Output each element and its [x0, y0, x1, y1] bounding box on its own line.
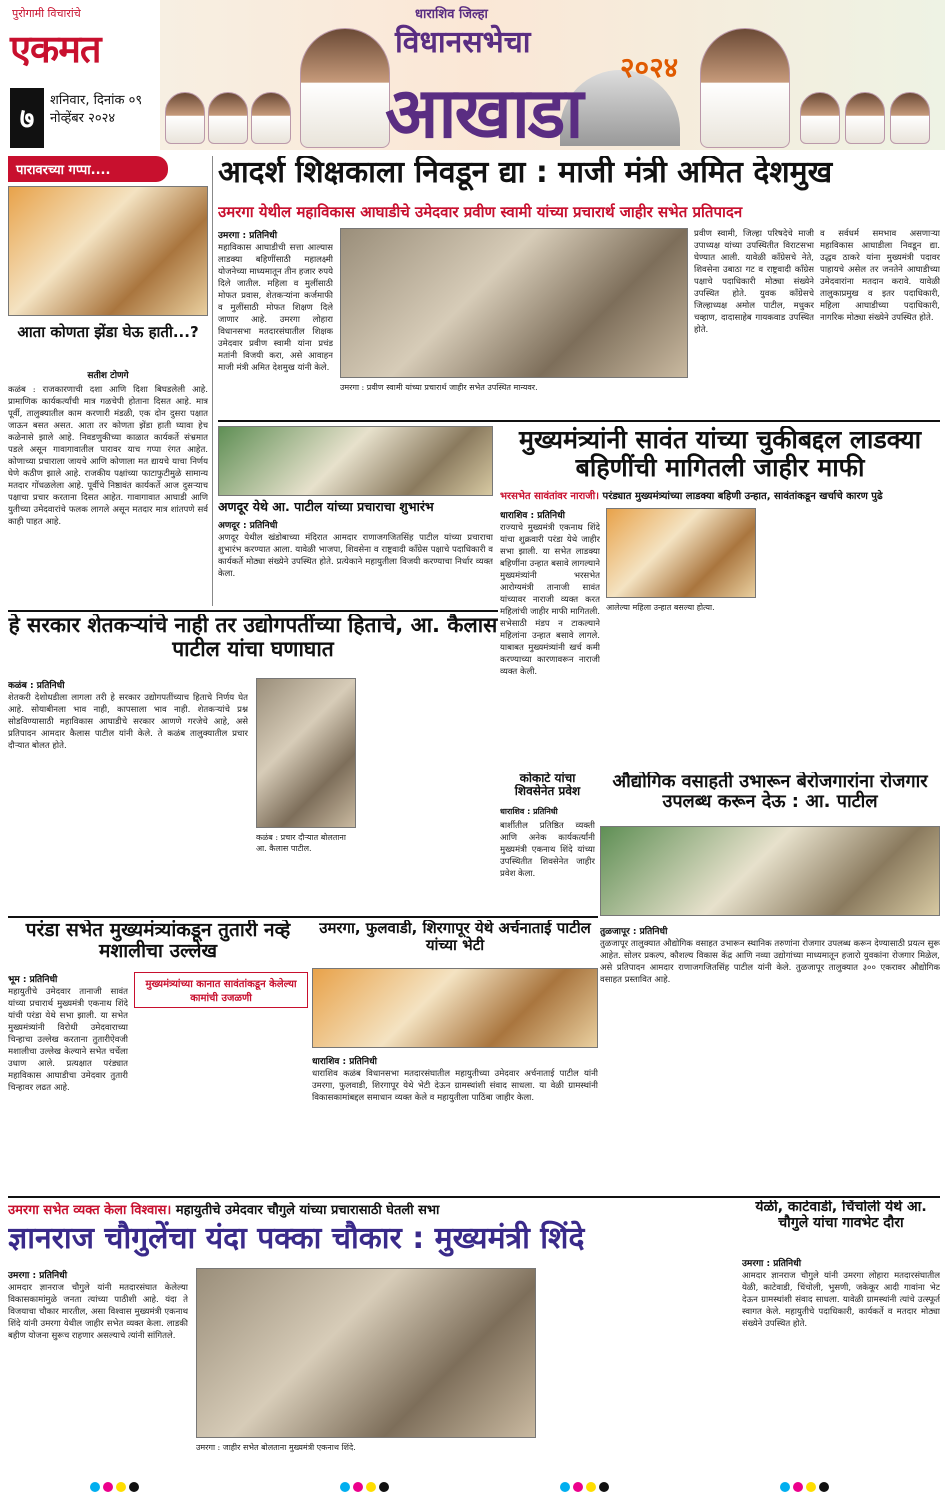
story10-body: आमदार ज्ञानराज चौगुले यांनी उमरगा लोहारा मतदारसंघातील येळी, काटेवाडी, चिंचोली, भुसणी, जकेकूर आदी गावांना भेट देऊन ग्रामस्थांशी संवाद साधला. यावेळी ग्रामस्थांनी त्यांचे उत्स्फूर्त स्वागत केले. महायुतीचे पदाधिकारी, कार्यकर्ते व मतदार मोठ्या संख्येने उपस्थित होते. [742, 1271, 940, 1329]
gossip-cartoon [8, 186, 208, 316]
gossip-label: पारावरच्या गप्पा.... [8, 156, 168, 182]
story6-body: तुळजापूर तालुक्यात औद्योगिक वसाहत उभारून स्थानिक तरुणांना रोजगार उपलब्ध करून देण्यासाठी प्रयत्न सुरू आहेत. सोलर प्रकल्प, कौशल्य विकास केंद्र आणि नव्या उद्योगांच्या माध्यमातून हजारो युवकांना रोजगार मिळेल, असे प्रतिपादन आमदार राणाजगजितसिंह पाटील यांनी केले. तुळजापूर तालुक्यात ३०० एकरावर औद्योगिक वसाहत प्रस्तावित आहे. [600, 939, 940, 985]
story3-byline: धाराशिव : प्रतिनिधी [500, 511, 565, 521]
story-paranda-rally [8, 920, 308, 1190]
masthead-supertitle: विधानसभेचा [395, 25, 531, 60]
gossip-headline: आता कोणता झेंडा घेऊ हाती...? [17, 323, 199, 341]
story4-caption: कळंब : प्रचार दौऱ्यात बोलताना आ. कैलास पाटील. [256, 833, 346, 853]
page-number: ७ [10, 88, 44, 148]
story6-headline: औद्योगिक वसाहती उभारून बेरोजगारांना रोजगार उपलब्ध करून देऊ : आ. पाटील [612, 772, 928, 813]
story1-byline: उमरगा : प्रतिनिधी [218, 231, 278, 241]
story5-byline: धाराशिव : प्रतिनिधी [500, 807, 558, 816]
story9-body: आमदार ज्ञानराज चौगुले यांनी मतदारसंघात केलेल्या विकासकामांमुळे जनता त्यांच्या पाठीशी आहे. यंदा ते विजयाचा चौकार मारतील, असा विश्वास मुख्यमंत्री एकनाथ शिंदे यांनी उमरगा येथील जाहीर सभेत व्यक्त केला. लाडकी बहीण योजना सुरूच राहणार असल्याचे त्यांनी सांगितले. [8, 1283, 188, 1341]
story-amit-deshmukh [218, 156, 940, 418]
newspaper-logo: एकमत [10, 27, 101, 71]
gossip-body: कळंब : राजकारणाची दशा आणि दिशा बिघडलेली आहे. प्रामाणिक कार्यकर्त्यांची मात्र गळचेपी होताना दिसत आहे. मात्र पूर्वी, तालुक्यातील काम करणारी मंडळी, एक दोन दुसरा पक्षात जाऊन बसत असत. आता तर कोणता झेंडा हाती घ्यावा हेच कळेनासे झाले आहे. निवडणुकीच्या काळात कार्यकर्ते संभ्रमात पडले असून गावागावातील पारावर याच गप्पा रंगत आहेत. कोणाच्या प्रचाराला जायचे आणि कोणाला मत द्यायचे याचा निर्णय घेणे कठीण झाले आहे. राजकीय पक्षांच्या फाटाफुटीमुळे सामान्य मतदार गोंधळलेला आहे. पूर्वीचे निष्ठावंत कार्यकर्ते आज दुसऱ्याच पक्षाचा प्रचार करताना दिसत आहेत. गावागावात आघाडी आणि युतीच्या उमेदवारांचे फलक लागले असून मतदार मात्र शांतपणे सर्व काही पाहत आहे. [8, 385, 208, 527]
story7-byline: भूम : प्रतिनिधी [8, 975, 58, 985]
story-cm-apology [500, 426, 940, 766]
masthead [0, 0, 945, 150]
candidate-portrait [700, 28, 790, 148]
story4-photo [256, 678, 356, 828]
story4-body: शेतकरी देशोधडीला लागला तरी हे सरकार उद्योगपतींच्याच हिताचे निर्णय घेत आहे. सोयाबीनला भाव नाही, कापसाला भाव नाही. शेतकऱ्यांचे प्रश्न सोडविण्यासाठी महाविकास आघाडीचे सरकार आणणे गरजेचे आहे, असे प्रतिपादन आमदार कैलास पाटील यांनी केले. ते कळंब तालुक्यातील प्रचार दौऱ्यात बोलत होते. [8, 693, 248, 751]
story8-byline: धाराशिव : प्रतिनिधी [312, 1057, 377, 1067]
story2-photo [218, 426, 493, 496]
story2-body: अणदूर येथील खंडोबाच्या मंदिरात आमदार राणाजगजितसिंह पाटील यांच्या प्रचाराचा शुभारंभ करण्यात आला. यावेळी भाजपा, शिवसेना व राष्ट्रवादी काँग्रेस पक्षाचे पदाधिकारी व कार्यकर्ते मोठ्या संख्येने उपस्थित होते. प्रत्येकाने महायुतीला विजयी करण्याचा निर्धार व्यक्त केला. [218, 533, 493, 579]
logo-tagline: पुरोगामी विचारांचे [12, 7, 81, 20]
column-rule [212, 156, 213, 606]
story4-headline: हे सरकार शेतकऱ्यांचे नाही तर उद्योगपतींच्या हिताचे, आ. कैलास पाटील यांचा घणाघात [8, 614, 498, 661]
candidate-portrait [845, 92, 885, 144]
story1-body: महाविकास आघाडीची सत्ता आल्यास लाडक्या बहिणींसाठी महालक्ष्मी योजनेच्या माध्यमातून तीन हजार रुपये दिले जातील. महिला व मुलींसाठी मोफत प्रवास, शेतकऱ्यांना कर्जमाफी व मुलींसाठी मोफत शिक्षण दिले जाणार आहे. उमरगा लोहारा विधानसभा मतदारसंघातील शिक्षक उमेदवार प्रवीण स्वामी यांना प्रचंड मतांनी विजयी करा, असे आवाहन माजी मंत्री अमित देशमुख यांनी केले. [218, 243, 333, 373]
gossip-column [8, 156, 208, 606]
story-archana-patil [312, 920, 598, 1190]
section-rule [8, 610, 498, 612]
story5-headline: कोकाटे यांचा शिवसेनेत प्रवेश [514, 772, 581, 799]
section-rule [8, 1196, 940, 1198]
story8-body: धाराशिव कळंब विधानसभा मतदारसंघातील महायुतीच्या उमेदवार अर्चनाताई पाटील यांनी उमरगा, फुलवाडी, शिरगापूर येथे भेटी देऊन ग्रामस्थांशी संवाद साधला. या वेळी ग्रामस्थांनी विकासकामांबद्दल समाधान व्यक्त केले व महायुतीला पाठिंबा जाहीर केला. [312, 1069, 598, 1103]
story3-body: राज्याचे मुख्यमंत्री एकनाथ शिंदे यांचा शुक्रवारी परंडा येथे जाहीर सभा झाली. या सभेत लाडक्या बहिणींना उन्हात बसावे लागल्याने मुख्यमंत्र्यांनी भरसभेत आरोग्यमंत्री तानाजी सावंत यांच्यावर नाराजी व्यक्त करत महिलांची जाहीर माफी मागितली. सभेसाठी मंडप न टाकल्याने महिलांना उन्हात बसावे लागले. याबाबत मुख्यमंत्र्यांनी खर्च कमी करण्याच्या कारणावरून नाराजी व्यक्त केली. [500, 523, 600, 677]
story-andur-campaign [218, 426, 493, 606]
story2-headline: अणदूर येथे आ. पाटील यांच्या प्रचाराचा शुभारंभ [218, 499, 434, 514]
story9-caption: उमरगा : जाहीर सभेत बोलताना मुख्यमंत्री एकनाथ शिंदे. [196, 1443, 356, 1452]
story9-kicker: उमरगा सभेत व्यक्त केला विश्वास। [8, 1203, 172, 1218]
story1-headline: आदर्श शिक्षकाला निवडून द्या : माजी मंत्री अमित देशमुख [218, 156, 833, 190]
candidate-portrait [800, 92, 840, 144]
story1-col3: प्रवीण स्वामी, जिल्हा परिषदेचे माजी उपाध्यक्ष यांच्या उपस्थितीत विराटसभा घेण्यात आली. यावेळी काँग्रेसचे नेते, शिवसेना उबाठा गट व राष्ट्रवादी काँग्रेस पक्षाचे पदाधिकारी मोठ्या संख्येने उपस्थित होते. युवक काँग्रेसचे जिल्हाध्यक्ष अमोल पाटील, मधुकर चव्हाण, दादासाहेब गायकवाड उपस्थित होते. [694, 229, 814, 335]
story9-photo [196, 1268, 536, 1438]
story3-subhead: परंड्यात मुख्यमंत्र्यांच्या लाडक्या बहिणी उन्हात, सावंतांकडून खर्चाचे कारण पुढे [602, 491, 883, 502]
dateline: शनिवार, दिनांक ०९ नोव्हेंबर २०२४ [50, 93, 143, 126]
story10-byline: उमरगा : प्रतिनिधी [742, 1259, 802, 1269]
section-rule [8, 916, 598, 918]
candidate-portrait [251, 92, 291, 144]
masthead-year: २०२४ [620, 51, 679, 84]
story-industrial-estates [600, 772, 940, 1192]
story1-col4: व सर्वधर्म समभाव असणाऱ्या महाविकास आघाडीला निवडून द्या. उद्धव ठाकरे यांना मुख्यमंत्री पदावर पाहायचे असेल तर जनतेने आघाडीच्या उमेदवारांना मतदान करावे. यावेळी तालुकाप्रमुख व इतर पदाधिकारी, महिला आघाडीच्या पदाधिकारी, नागरिक मोठ्या संख्येने उपस्थित होते. [820, 229, 940, 323]
story1-subhead: उमरगा येथील महाविकास आघाडीचे उमेदवार प्रवीण स्वामी यांच्या प्रचारार्थ जाहीर सभेत प्रतिपादन [218, 203, 743, 221]
candidate-portrait [890, 92, 930, 144]
story5-body: बार्शीतील प्रतिष्ठित व्यक्ती आणि अनेक कार्यकर्त्यांनी मुख्यमंत्री एकनाथ शिंदे यांच्या उपस्थितीत शिवसेनेत जाहीर प्रवेश केला. [500, 821, 595, 879]
story8-photo [312, 968, 598, 1048]
story6-byline: तुळजापूर : प्रतिनिधी [600, 927, 668, 937]
story9-byline: उमरगा : प्रतिनिधी [8, 1271, 68, 1281]
story7-headline: परंडा सभेत मुख्यमंत्र्यांकडून तुतारी नव्हे मशालीचा उल्लेख [25, 920, 291, 963]
story3-kicker: भरसभेत सावंतांवर नाराजी। [500, 491, 600, 502]
registration-marks [90, 1482, 139, 1492]
story1-rally-photo [340, 228, 688, 378]
gossip-author: सतीश टोणगे [87, 371, 129, 381]
story1-caption: उमरगा : प्रवीण स्वामी यांच्या प्रचारार्थ जाहीर सभेत उपस्थित मान्यवर. [340, 383, 538, 392]
masthead-title: आखाडा [385, 72, 582, 150]
story9-subline [8, 1200, 738, 1218]
story7-body: महायुतीचे उमेदवार तानाजी सावंत यांच्या प्रचारार्थ मुख्यमंत्री एकनाथ शिंदे यांची परंडा येथे सभा झाली. या सभेत मुख्यमंत्र्यांनी विरोधी उमेदवाराच्या चिन्हाचा उल्लेख करताना तुतारीऐवजी मशालीचा उल्लेख केल्याने सभेत चर्चेला उधाण आले. प्रत्यक्षात परंड्यात महाविकास आघाडीचा उमेदवार तुतारी चिन्हावर लढत आहे. [8, 987, 128, 1093]
story3-subline [500, 488, 940, 502]
candidate-portrait [300, 28, 390, 148]
story8-headline: उमरगा, फुलवाडी, शिरगापूर येथे अर्चनाताई पाटील यांच्या भेटी [319, 920, 591, 954]
story3-caption: आलेल्या महिला उन्हात बसल्या होत्या. [606, 603, 715, 612]
story-chougule-village-tour [742, 1200, 940, 1478]
section-rule [218, 420, 940, 422]
story9-headline: ज्ञानराज चौगुलेंचा यंदा पक्का चौकार : मुख्यमंत्री शिंदे [8, 1221, 585, 1256]
registration-marks [780, 1482, 829, 1492]
story6-photo [600, 826, 940, 916]
story-kailas-patil [8, 614, 498, 914]
story-kokate-joins [500, 772, 595, 912]
story3-headline: मुख्यमंत्र्यांनी सावंत यांच्या चुकीबद्दल लाडक्या बहिणींची मागितली जाहीर माफी [518, 426, 922, 482]
registration-marks [340, 1482, 389, 1492]
district-label: धाराशिव जिल्हा [415, 7, 488, 22]
registration-marks [560, 1482, 609, 1492]
candidate-portrait [165, 92, 205, 144]
story4-byline: कळंब : प्रतिनिधी [8, 681, 65, 691]
story2-byline: अणदूर : प्रतिनिधी [218, 521, 278, 531]
story-chougule-rally [8, 1200, 738, 1478]
story10-headline: येळी, काटेवाडी, चिंचोली येथे आ. चौगुले यांचा गावभेट दौरा [755, 1200, 927, 1231]
story3-photo [606, 508, 756, 598]
candidate-portrait [208, 92, 248, 144]
story9-subhead: महायुतीचे उमेदवार चौगुले यांच्या प्रचारासाठी घेतली सभा [175, 1203, 440, 1218]
story7-sidebar-title: मुख्यमंत्र्यांच्या कानात सावंतांकडून केलेल्या कामांची उजळणी [134, 972, 308, 1008]
